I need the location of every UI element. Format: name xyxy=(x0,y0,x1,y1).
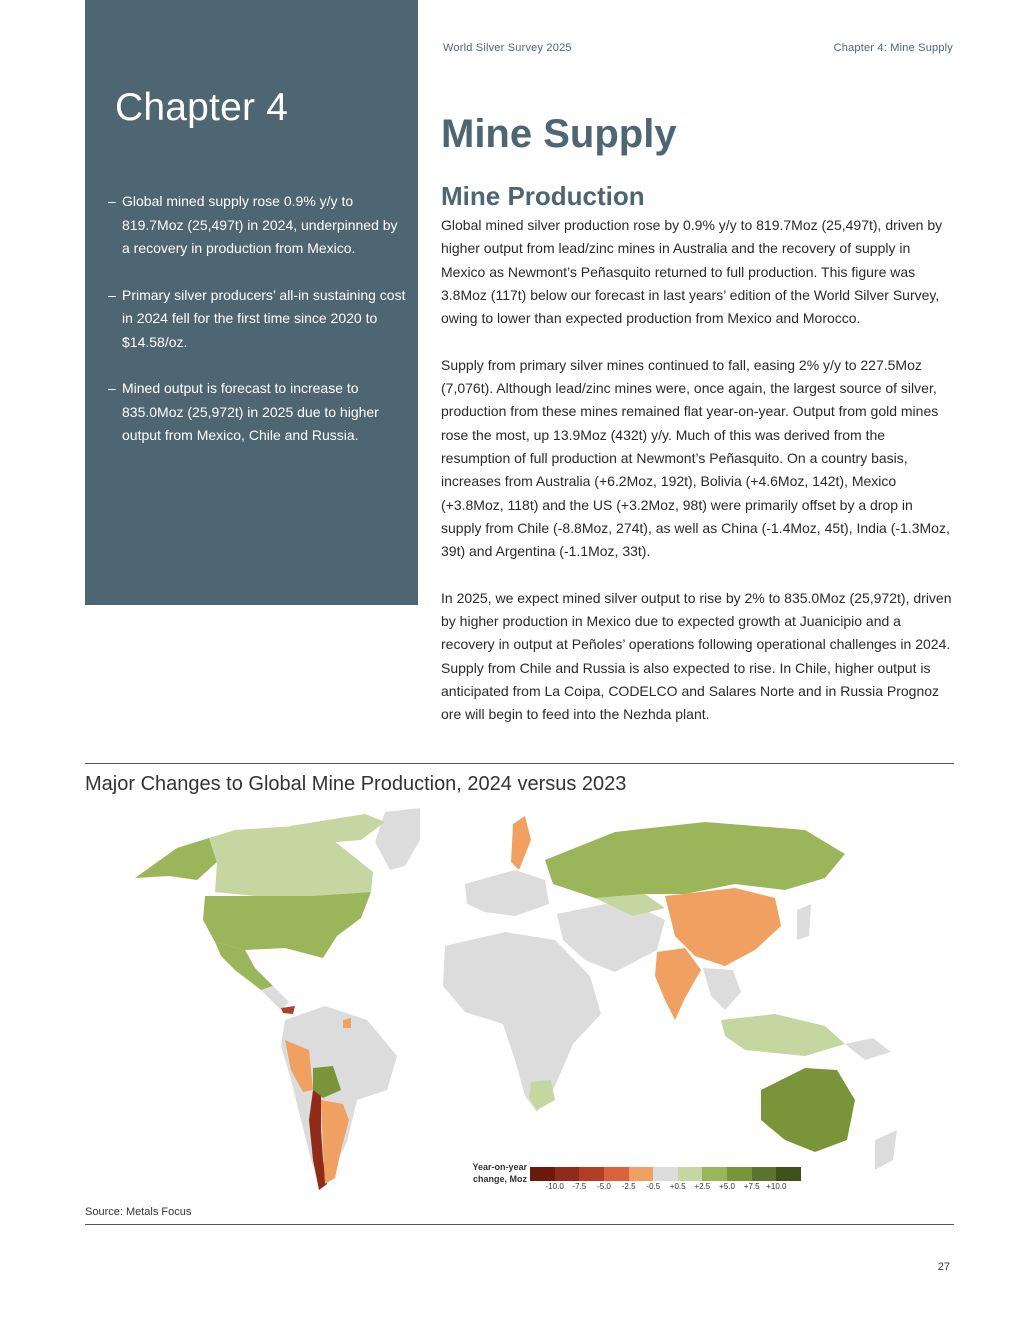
section-heading: Mine Production xyxy=(441,181,645,211)
legend-swatch xyxy=(629,1167,654,1181)
russia-shape xyxy=(545,822,845,898)
greenland-shape xyxy=(375,808,420,870)
south-america-shape xyxy=(281,1006,397,1188)
legend-tick: -7.5 xyxy=(572,1182,587,1191)
legend-tick: -10.0 xyxy=(545,1182,564,1191)
india-shape xyxy=(655,948,701,1020)
key-point-text: Mined output is forecast to increase to 835.0Moz (25,972t) in 2025 due to higher output from Mexico, Chile and Russia. xyxy=(122,380,379,443)
legend-tick: +0.5 xyxy=(669,1182,686,1191)
key-point xyxy=(108,190,408,261)
indonesia-shape xyxy=(721,1014,845,1056)
legend-swatch xyxy=(752,1167,777,1181)
png-shape xyxy=(845,1038,891,1060)
australia-shape xyxy=(761,1068,855,1152)
paragraph: In 2025, we expect mined silver output to rise by 2% to 835.0Moz (25,972t), driven by higher production in Mexico due to expected growth at Juanicipio and a recovery in output at Peñoles’ operations following operational challenges in 2024. Supply from Chile and Russia is also expected to rise. In Chile, higher output is anticipated from La Coipa, CODELCO and Salares Norte and in Russia Prognoz ore will begin to feed into the Nezhda plant. xyxy=(441,589,952,723)
legend-swatch xyxy=(555,1167,580,1181)
new-zealand-shape xyxy=(875,1130,897,1170)
figure-top-rule xyxy=(85,763,954,764)
europe-shape xyxy=(465,870,549,916)
key-point-text: Global mined supply rose 0.9% y/y to 819.7Moz (25,497t) in 2024, underpinned by a recovery in production from Mexico. xyxy=(122,193,398,256)
legend-swatch xyxy=(776,1167,801,1181)
legend-swatch xyxy=(702,1167,727,1181)
dash-bullet: – xyxy=(108,286,116,303)
key-point xyxy=(108,284,408,355)
running-head-publication: World Silver Survey 2025 xyxy=(443,42,572,54)
legend-color-bar xyxy=(530,1167,801,1181)
southeast-asia-shape xyxy=(703,968,741,1010)
paragraph: Global mined silver production rose by 0.9% y/y to 819.7Moz (25,497t), driven by higher output from lead/zinc mines in Australia and the recovery of supply in Mexico as Newmont’s Peñasquito returned to full production. This figure was 3.8Moz (117t) below our forecast in last years’ edition of the World Silver Survey, owing to lower than expected production from Mexico and Morocco. xyxy=(441,217,943,327)
legend-tick: -5.0 xyxy=(597,1182,611,1191)
figure-title: Major Changes to Global Mine Production, 2024 versus 2023 xyxy=(85,773,627,795)
legend-tick: -0.5 xyxy=(646,1182,661,1191)
world-map xyxy=(85,800,954,1200)
key-point-text: Primary silver producers’ all-in sustaining cost in 2024 fell for the first time since 2020 to $14.58/oz. xyxy=(122,286,406,350)
legend-tick: -2.5 xyxy=(621,1182,636,1191)
legend-tick: +7.5 xyxy=(743,1182,760,1191)
figure-source: Source: Metals Focus xyxy=(85,1206,192,1218)
key-points-list xyxy=(108,190,408,471)
legend-tick: +5.0 xyxy=(719,1182,735,1191)
running-head-chapter: Chapter 4: Mine Supply xyxy=(833,42,953,54)
page-number: 27 xyxy=(937,1261,950,1273)
legend-tick: +2.5 xyxy=(694,1182,711,1191)
legend-swatch xyxy=(653,1167,678,1181)
legend-ticks xyxy=(530,1182,801,1194)
dash-bullet: – xyxy=(108,193,116,209)
page-title: Mine Supply xyxy=(441,112,677,156)
legend-swatch xyxy=(530,1167,555,1181)
dash-bullet: – xyxy=(108,380,116,396)
central-america-shape xyxy=(261,986,289,1010)
japan-shape xyxy=(797,904,811,940)
figure-bottom-rule xyxy=(85,1224,954,1225)
paragraph: Supply from primary silver mines continued to fall, easing 2% y/y to 227.5Moz (7,076t). Although lead/zinc mines were, once again, the largest source of silver, production from these mines remained flat year-on-year. Output from gold mines rose the most, up 13.9Moz (432t) y/y. Much of this was derived from the resumption of full production at Newmont’s Peñasquito. On a country basis, increases from Australia (+6.2Moz, 192t), Bolivia (+4.6Moz, 142t), Mexico (+3.8Moz, 118t) and the US (+3.2Moz, 98t) were primarily offset by a drop in supply from Chile (-8.8Moz, 274t), as well as China (-1.4Moz, 45t), India (-1.3Moz, 39t) and Argentina (-1.1Moz, 33t). xyxy=(441,356,950,560)
legend-swatch xyxy=(678,1167,703,1181)
legend-tick: +10.0 xyxy=(766,1182,787,1191)
key-point xyxy=(108,377,408,448)
chapter-sidebar xyxy=(85,0,418,605)
legend-swatch xyxy=(727,1167,752,1181)
legend-swatch xyxy=(604,1167,629,1181)
body-text xyxy=(441,214,953,750)
legend-title: Year-on-year change, Moz xyxy=(472,1162,527,1184)
africa-shape xyxy=(443,932,601,1112)
legend-swatch xyxy=(579,1167,604,1181)
sweden-shape xyxy=(511,816,531,870)
alaska-shape xyxy=(135,838,217,880)
chapter-title: Chapter 4 xyxy=(115,86,289,129)
